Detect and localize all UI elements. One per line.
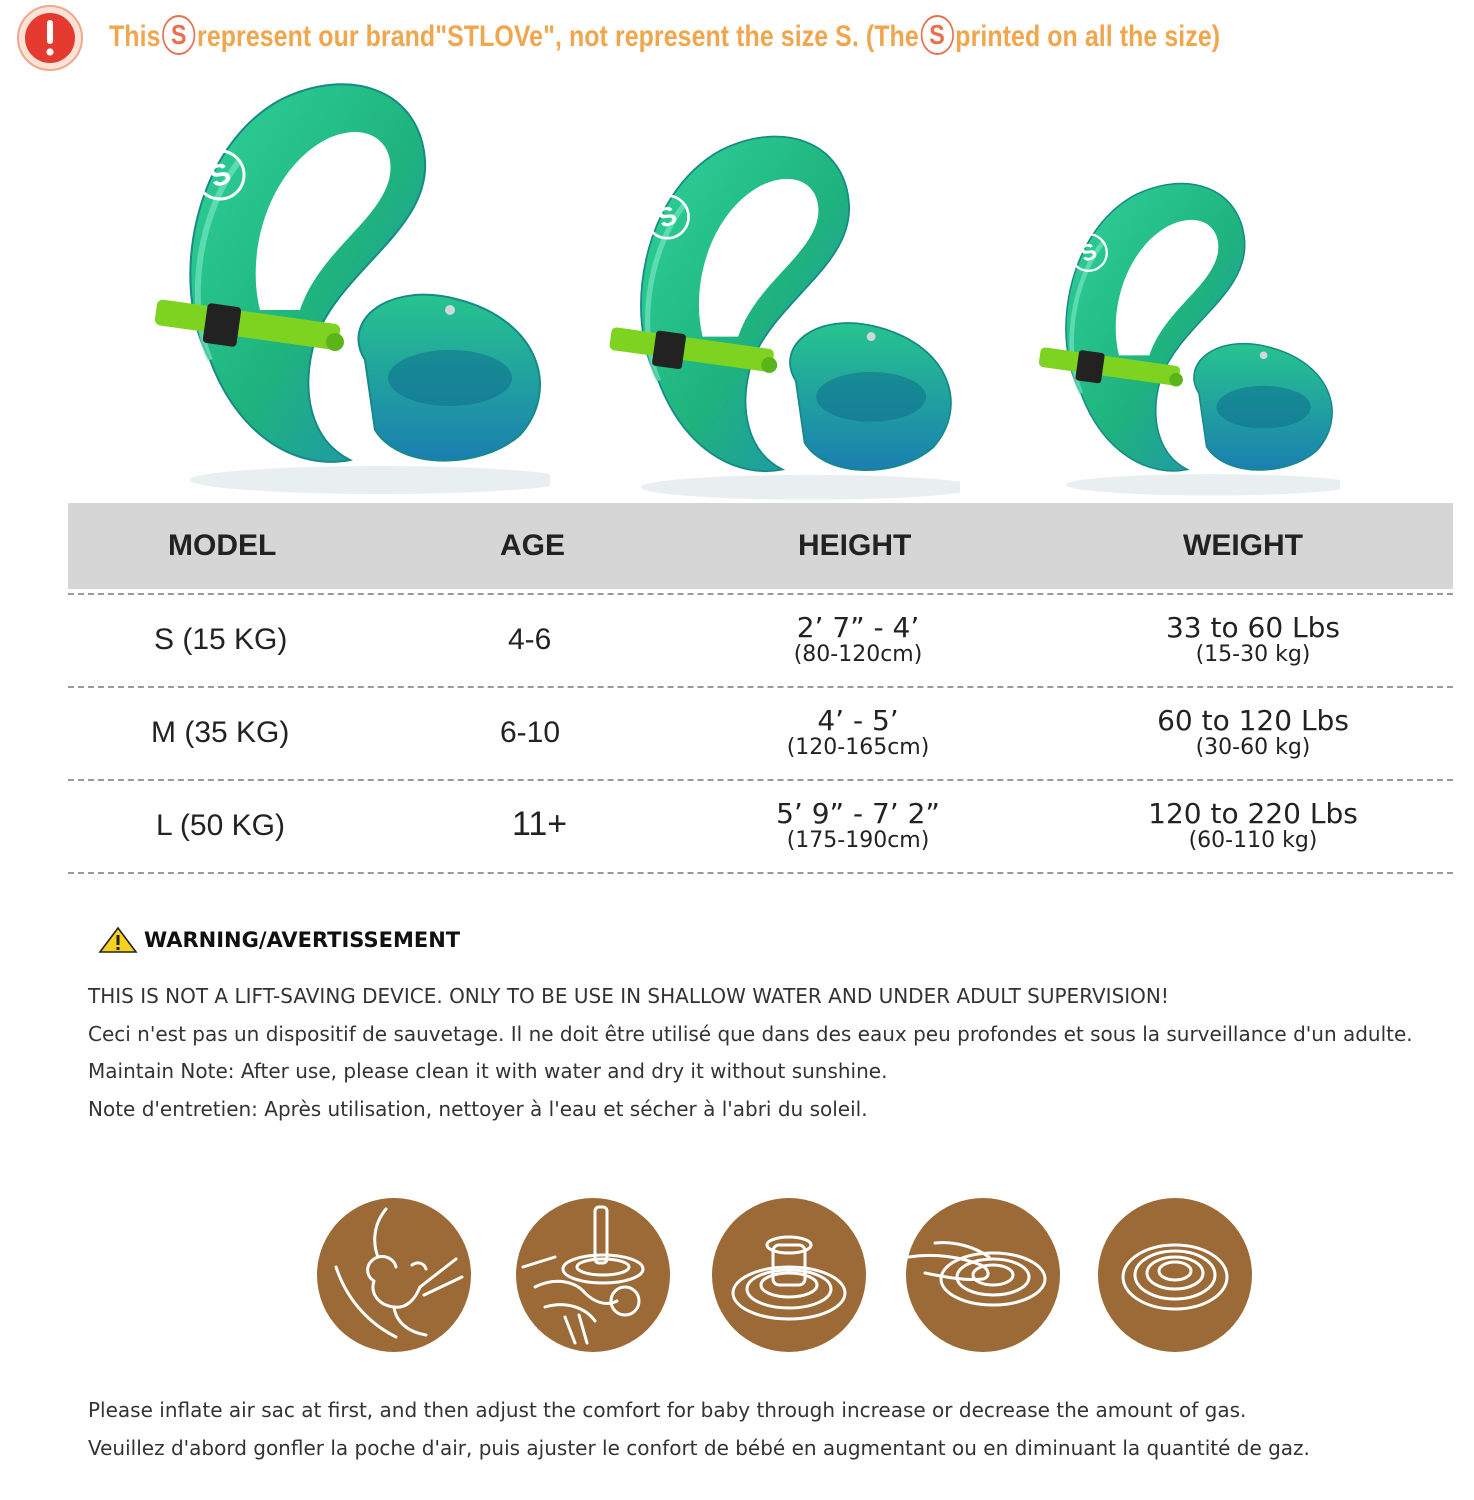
- weight-kg: (30-60 kg): [1195, 735, 1311, 760]
- notice-part-2: represent our brand"STLOVe", not represent the size S. (The: [197, 19, 919, 53]
- brand-s-symbol: S: [920, 15, 953, 55]
- swim-vest-medium-image: [605, 115, 960, 505]
- header-model: MODEL: [168, 529, 277, 562]
- instruction-line-en: Please inflate air sac at first, and then adjust the comfort for baby through increase or decrease the amount of gas.: [88, 1398, 1247, 1422]
- warning-icon: [98, 926, 138, 954]
- valve-icon: [711, 1197, 867, 1353]
- closed-valve-icon: [1097, 1197, 1253, 1353]
- height-cell: [678, 799, 1038, 853]
- brand-s-symbol: S: [162, 15, 195, 55]
- maintain-note-en: Maintain Note: After use, please clean it with water and dry it without sunshine.: [88, 1059, 888, 1084]
- height-ft: 5’ 9” - 7’ 2”: [776, 797, 940, 830]
- brand-notice-text: [109, 18, 1220, 58]
- svg-text:S: S: [205, 156, 236, 195]
- warning-text: [88, 978, 1458, 1128]
- weight-lbs: 120 to 220 Lbs: [1148, 797, 1358, 830]
- size-chart-table: [68, 503, 1453, 874]
- weight-kg: (60-110 kg): [1188, 828, 1318, 853]
- model-cell: M (35 KG): [151, 716, 290, 749]
- warning-heading: [98, 926, 460, 954]
- header-age: AGE: [500, 529, 566, 562]
- maintain-note-fr: Note d'entretien: Après utilisation, nettoyer à l'eau et sécher à l'abri du soleil.: [88, 1096, 868, 1121]
- press-valve-icon: [905, 1197, 1061, 1353]
- height-ft: 4’ - 5’: [817, 704, 899, 737]
- svg-text:S: S: [1076, 237, 1100, 268]
- weight-cell: [1073, 799, 1433, 853]
- table-row: [68, 779, 1453, 874]
- warning-line-fr: Ceci n'est pas un dispositif de sauvetage. Il ne doit être utilisé que dans des eaux peu profondes et sous la surveillance d'un adulte.: [88, 1021, 1413, 1046]
- inflate-by-mouth-icon: [316, 1197, 472, 1353]
- swim-vest-small-image: [1035, 165, 1340, 500]
- product-images: [0, 60, 1474, 500]
- weight-lbs: 33 to 60 Lbs: [1165, 611, 1341, 644]
- inflation-instructions: [88, 1392, 1458, 1467]
- notice-part-3: printed on all the size): [955, 19, 1221, 53]
- age-cell: 11+: [512, 805, 568, 843]
- table-row: [68, 686, 1453, 779]
- inflation-steps: [0, 1197, 1474, 1357]
- notice-part-1: This: [109, 19, 161, 53]
- height-ft: 2’ 7” - 4’: [796, 611, 920, 644]
- weight-cell: [1073, 706, 1433, 760]
- model-cell: L (50 KG): [156, 809, 285, 842]
- header-weight: WEIGHT: [1183, 529, 1303, 562]
- age-cell: 6-10: [500, 716, 561, 749]
- height-cm: (175-190cm): [786, 828, 930, 853]
- table-row: [68, 593, 1453, 686]
- table-header: [68, 503, 1453, 589]
- weight-cell: [1073, 613, 1433, 667]
- model-cell: S (15 KG): [154, 623, 288, 656]
- warning-title: WARNING/AVERTISSEMENT: [144, 928, 461, 952]
- height-cell: [678, 613, 1038, 667]
- height-cm: (120-165cm): [786, 735, 930, 760]
- height-cm: (80-120cm): [793, 642, 923, 667]
- svg-text:S: S: [653, 199, 681, 234]
- age-cell: 4-6: [508, 623, 552, 656]
- open-valve-icon: [515, 1197, 671, 1353]
- warning-line-en: THIS IS NOT A LIFT-SAVING DEVICE. ONLY TO BE USE IN SHALLOW WATER AND UNDER ADULT SUPERVISION!: [88, 984, 1169, 1008]
- height-cell: [678, 706, 1038, 760]
- instruction-line-fr: Veuillez d'abord gonfler la poche d'air, puis ajuster le confort de bébé en augmentant ou en diminuant la quantité de gaz.: [88, 1435, 1310, 1460]
- swim-vest-large-image: [150, 60, 550, 500]
- header-height: HEIGHT: [798, 529, 912, 562]
- weight-lbs: 60 to 120 Lbs: [1157, 704, 1349, 737]
- weight-kg: (15-30 kg): [1195, 642, 1311, 667]
